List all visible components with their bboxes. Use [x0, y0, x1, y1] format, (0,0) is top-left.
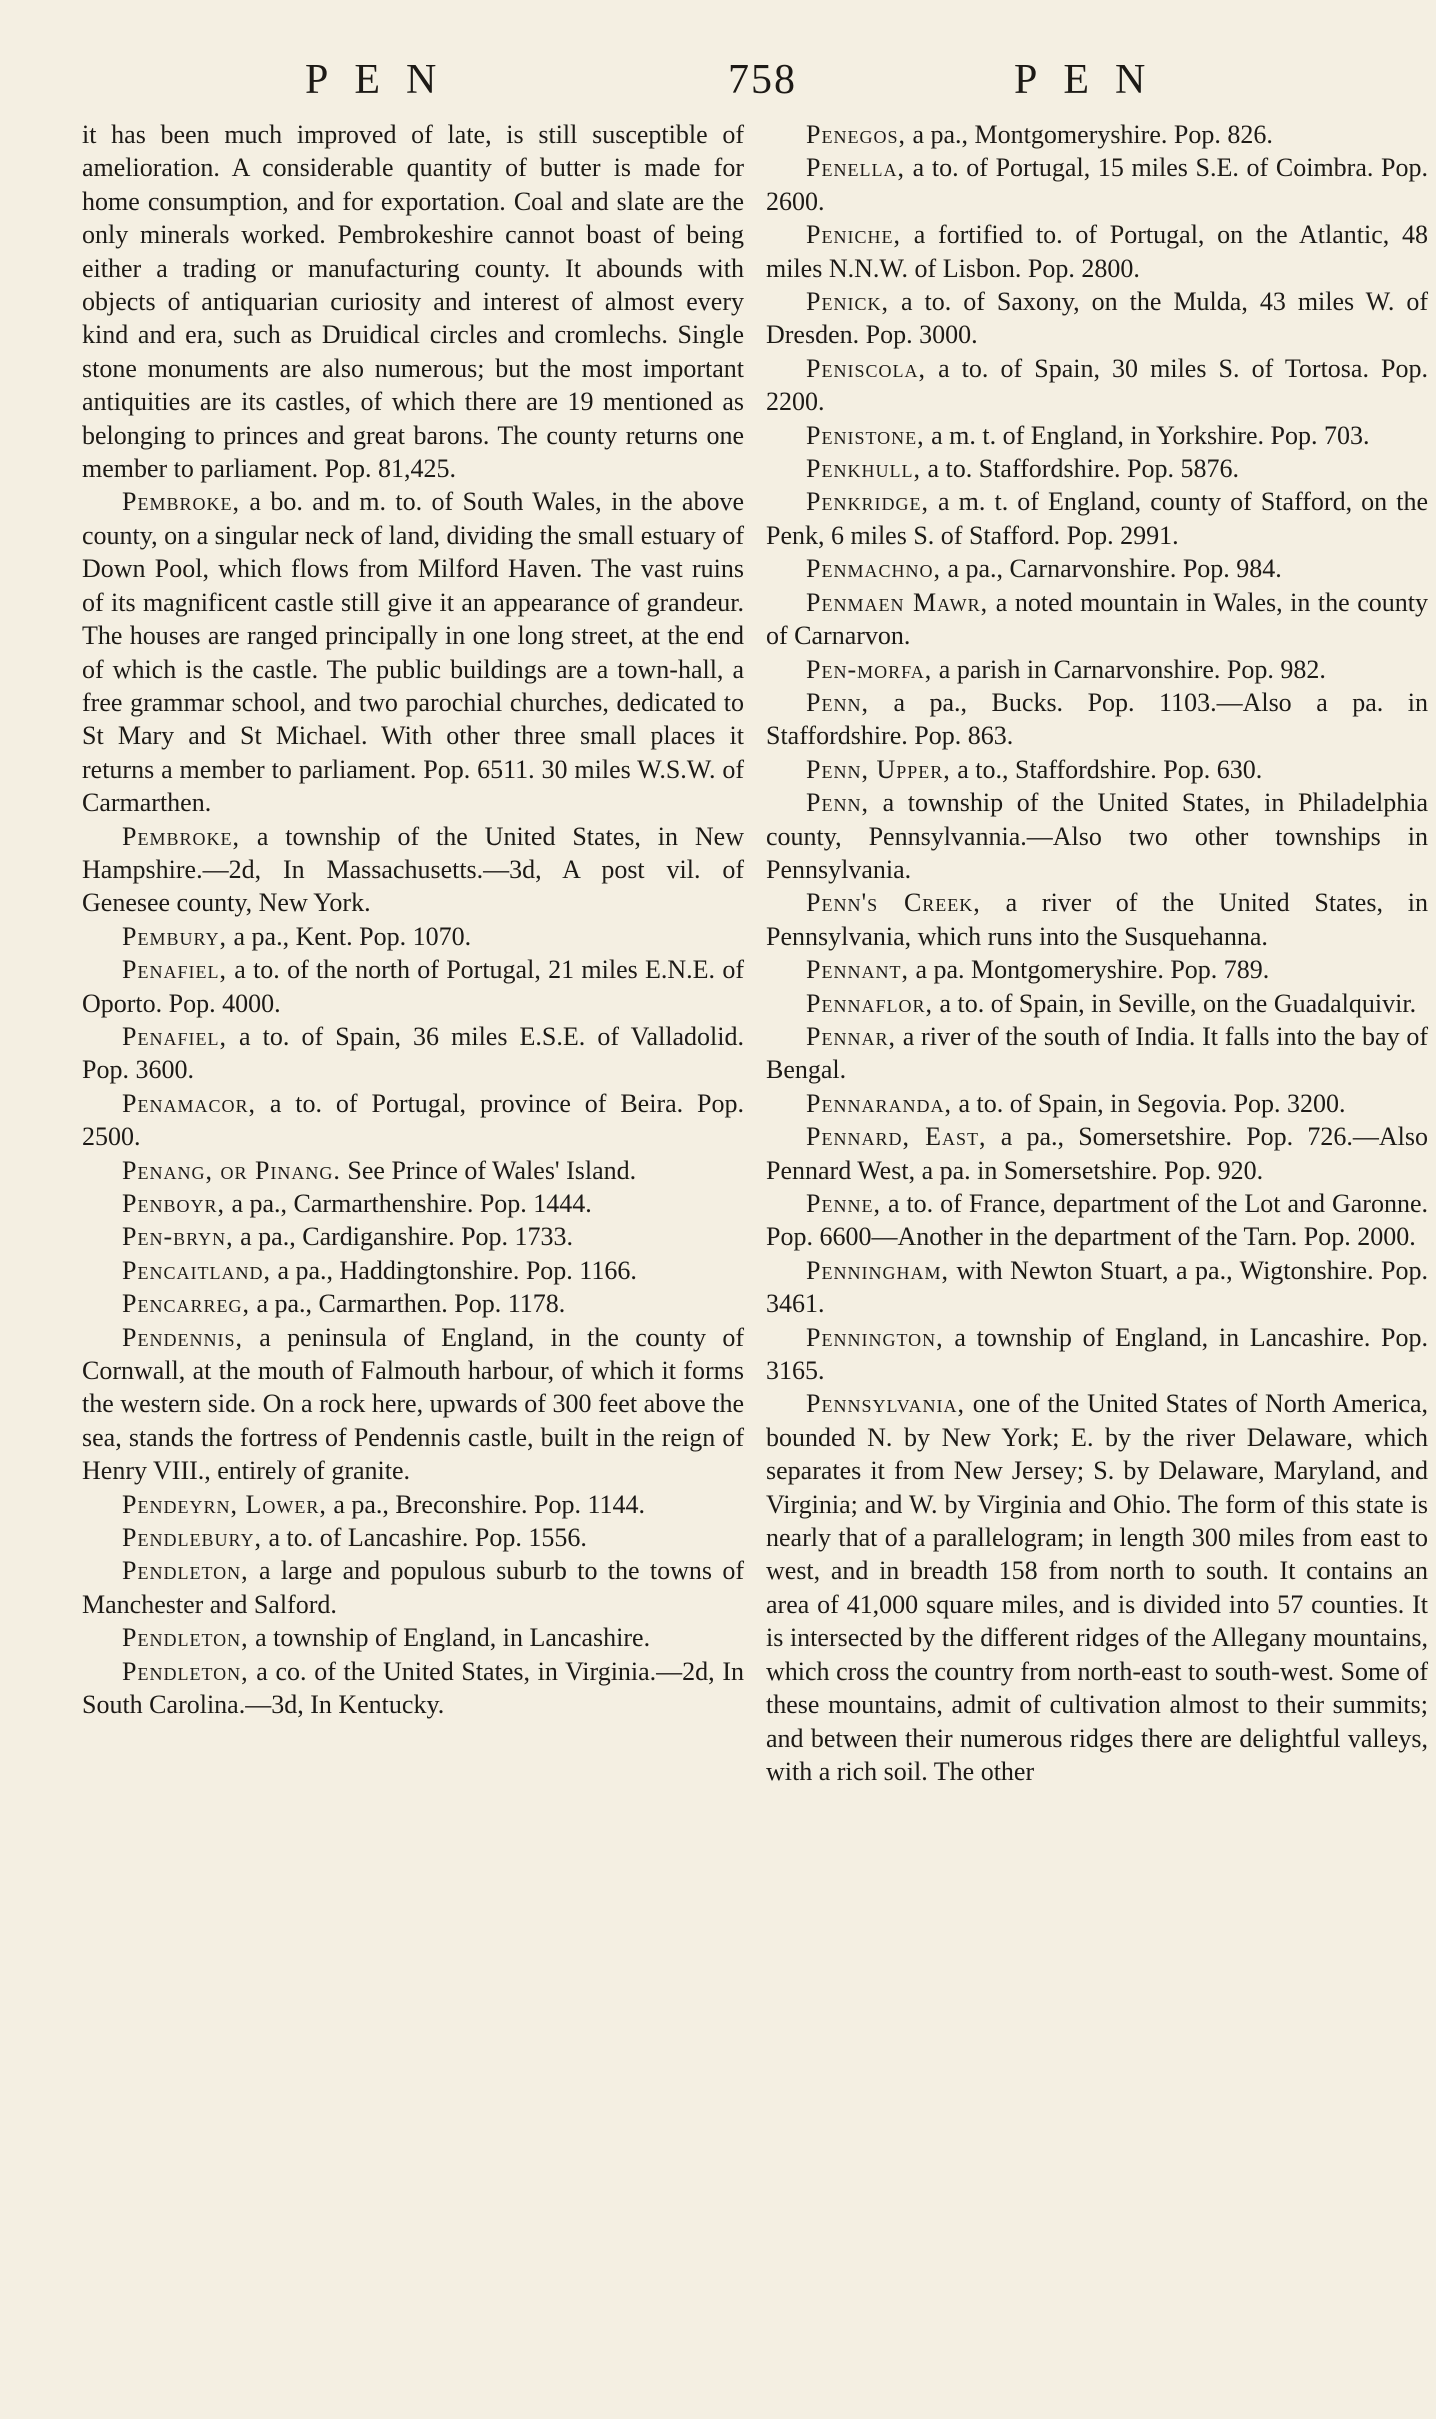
right-column: [766, 118, 1428, 1788]
gazetteer-entry: [82, 1521, 744, 1554]
entry-text: a peninsula of England, in the county of Cornwall, at the mouth of Falmouth harbour, of which it forms the western side. On a rock here, upwards of 300 feet above the sea, stands the fortress of Pendennis castle, built in the reign of Henry VIII., entirely of granite.: [82, 1322, 745, 1486]
gazetteer-entry: [766, 886, 1428, 953]
entry-headword: Pen-morfa,: [806, 654, 933, 684]
entry-text: a noted mountain in Wales, in the county of Carnarvon.: [766, 587, 1429, 651]
entry-text: See Prince of Wales' Island.: [347, 1155, 637, 1185]
entry-headword: Penboyr,: [122, 1189, 225, 1218]
entry-text: a to. of Saxony, on the Mulda, 43 miles W. of Dresden. Pop. 3000.: [766, 287, 1428, 350]
entry-headword: Pendleton,: [122, 1656, 249, 1686]
entry-text: a township of England, in Lancashire.: [255, 1623, 651, 1653]
entry-headword: Penn,: [806, 687, 869, 717]
gazetteer-entry: [766, 1087, 1428, 1120]
entry-text: a to. of the north of Portugal, 21 miles E.N.E. of Oporto. Pop. 4000.: [82, 955, 745, 1018]
entry-headword: Penkhull,: [806, 454, 921, 484]
gazetteer-entry: [82, 820, 744, 920]
entry-headword: Penn's Creek,: [806, 888, 981, 918]
gazetteer-entry: [766, 485, 1428, 552]
entry-text: with Newton Stuart, a pa., Wigtonshire. Pop. 3461.: [766, 1255, 1429, 1319]
entry-headword: Peniscola,: [806, 353, 926, 383]
entry-text: a to. of Spain, in Segovia. Pop. 3200.: [958, 1088, 1346, 1118]
entry-text: a to. of Spain, in Seville, on the Guadalquivir.: [939, 988, 1417, 1018]
entry-headword: Pendleton,: [122, 1556, 249, 1586]
entry-text: a pa., Kent. Pop. 1070.: [233, 921, 472, 951]
entry-text: a pa., Somersetshire. Pop. 726.—Also Pennard West, a pa. in Somersetshire. Pop. 920.: [766, 1122, 1429, 1185]
entry-text: it has been much improved of late, is still susceptible of amelioration. A considerable quantity of butter is made for home consumption, and for exportation. Coal and slate are the only minerals worked. Pembrokeshire cannot boast of being either a trading or manufacturing county. It abounds with objects of antiquarian curiosity and interest of almost every kind and era, such as Druidical circles and cromlechs. Single stone monuments are also numerous; but the most important antiquities are its castles, of which there are 19 mentioned as belonging to princes and great barons. The county returns one member to parliament. Pop. 81,425.: [82, 120, 744, 484]
gazetteer-entry: [766, 452, 1428, 485]
gazetteer-entry: [766, 1321, 1428, 1388]
entry-text: a co. of the United States, in Virginia.—2d, In South Carolina.—3d, In Kentucky.: [82, 1656, 744, 1720]
gazetteer-entry: [82, 1488, 744, 1521]
entry-text: a m. t. of England, in Yorkshire. Pop. 703.: [931, 420, 1370, 450]
entry-text: a pa., Breconshire. Pop. 1144.: [333, 1489, 646, 1519]
gazetteer-entry: [766, 118, 1428, 151]
entry-headword: Penafiel,: [122, 955, 227, 985]
entry-text: a township of the United States, in Philadelphia county, Pennsylvannia.—Also two other townships in Pennsylvania.: [766, 788, 1429, 884]
gazetteer-entry: [766, 1187, 1428, 1254]
gazetteer-entry: [766, 285, 1428, 352]
entry-headword: Penmachno,: [806, 554, 941, 584]
entry-text: a pa., Cardiganshire. Pop. 1733.: [240, 1222, 574, 1252]
entry-headword: Penegos,: [806, 120, 906, 149]
entry-text: a pa., Haddingtonshire. Pop. 1166.: [277, 1255, 637, 1285]
entry-headword: Pembury,: [122, 921, 227, 951]
gazetteer-entry: [82, 1087, 744, 1154]
entry-headword: Penang, or Pinang.: [122, 1155, 341, 1185]
page-number: 758: [728, 57, 797, 103]
gazetteer-entry: [82, 1020, 744, 1087]
gazetteer-entry: [766, 953, 1428, 986]
entry-text: a pa., Carnarvonshire. Pop. 984.: [947, 554, 1282, 584]
gazetteer-entry: [766, 1387, 1428, 1788]
entry-headword: Pennard, East,: [806, 1122, 987, 1152]
header-right-guide-word: PEN: [1014, 57, 1172, 103]
entry-text: a pa., Montgomeryshire. Pop. 826.: [912, 120, 1273, 149]
entry-headword: Pennington,: [806, 1322, 944, 1352]
gazetteer-entry: [82, 953, 744, 1020]
gazetteer-entry: [766, 786, 1428, 886]
entry-headword: Penistone,: [806, 420, 925, 450]
entry-headword: Pennant,: [806, 955, 909, 985]
entry-headword: Penmaen Mawr,: [806, 587, 989, 617]
entry-headword: Pennar,: [806, 1021, 896, 1051]
running-header: [0, 50, 1436, 110]
gazetteer-entry: [82, 485, 744, 819]
entry-text: a to. of Portugal, 15 miles S.E. of Coimbra. Pop. 2600.: [766, 153, 1429, 216]
gazetteer-entry: [766, 1254, 1428, 1321]
gazetteer-entry: [82, 1321, 744, 1488]
gazetteer-entry: [766, 586, 1428, 653]
entry-headword: Peniche,: [806, 220, 901, 250]
entry-headword: Penamacor,: [122, 1088, 256, 1118]
entry-text: a m. t. of England, county of Stafford, on the Penk, 6 miles S. of Stafford. Pop. 2991.: [766, 487, 1428, 550]
entry-headword: Pennaranda,: [806, 1088, 952, 1118]
entry-text: a large and populous suburb to the towns of Manchester and Salford.: [82, 1556, 744, 1619]
entry-text: a township of England, in Lancashire. Pop. 3165.: [766, 1322, 1429, 1386]
entry-headword: Pendennis,: [122, 1322, 243, 1352]
entry-text: a pa., Bucks. Pop. 1103.—Also a pa. in Staffordshire. Pop. 863.: [766, 687, 1429, 751]
gazetteer-entry: [766, 1120, 1428, 1187]
entry-text: a river of the United States, in Pennsylvania, which runs into the Susquehanna.: [766, 888, 1428, 951]
entry-headword: Penick,: [806, 287, 889, 317]
entry-headword: Pennaflor,: [806, 988, 933, 1018]
gazetteer-entry: [766, 987, 1428, 1020]
left-column: [82, 118, 744, 1722]
entry-headword: Pencaitland,: [122, 1255, 271, 1285]
gazetteer-entry: [766, 419, 1428, 452]
entry-text: a to. of Lancashire. Pop. 1556.: [268, 1523, 587, 1553]
entry-text: a to. of Portugal, province of Beira. Pop. 2500.: [82, 1088, 744, 1152]
gazetteer-entry: [766, 151, 1428, 218]
entry-text: one of the United States of North America, bounded N. by New York; E. by the river Delaware, which separates it from New Jersey; S. by Delaware, Maryland, and Virginia; and W. by Virginia and Ohio. The form of this state is nearly that of a parallelogram; in length 300 miles from east to west, and in breadth 158 from north to south. It contains an area of 41,000 square miles, and is divided into 57 counties. It is intersected by the different ridges of the Allegany mountains, which cross the country from north-east to south-west. Some of these mountains, admit of cultivation almost to their summits; and between their numerous ridges there are delightful valleys, with a rich soil. The other: [766, 1389, 1429, 1786]
entry-headword: Penkridge,: [806, 487, 929, 517]
entry-text: a bo. and m. to. of South Wales, in the above county, on a singular neck of land, dividing the small estuary of Down Pool, which flows from Milford Haven. The vast ruins of its magnificent castle still give it an appearance of grandeur. The houses are ranged principally in one long street, at the end of which is the castle. The public buildings are a town-hall, a free grammar school, and two parochial churches, dedicated to St Mary and St Michael. With other three small places it returns a member to parliament. Pop. 6511. 30 miles W.S.W. of Carmarthen.: [82, 487, 745, 818]
gazetteer-entry: [82, 1220, 744, 1253]
gazetteer-entry: [766, 686, 1428, 753]
entry-headword: Penn, Upper,: [806, 754, 951, 784]
entry-text: a pa., Carmarthen. Pop. 1178.: [256, 1289, 566, 1319]
entry-text: a to., Staffordshire. Pop. 630.: [957, 754, 1263, 784]
entry-headword: Pencarreg,: [122, 1289, 250, 1319]
gazetteer-entry: [766, 352, 1428, 419]
entry-headword: Penella,: [806, 153, 905, 183]
gazetteer-entry: [82, 1655, 744, 1722]
entry-text: a fortified to. of Portugal, on the Atlantic, 48 miles N.N.W. of Lisbon. Pop. 2800.: [766, 220, 1428, 283]
entry-headword: Pen-bryn,: [122, 1222, 234, 1252]
entry-headword: Pembroke,: [122, 821, 240, 851]
gazetteer-entry: [82, 1254, 744, 1287]
entry-text: a to. Staffordshire. Pop. 5876.: [927, 454, 1239, 484]
gazetteer-entry: [82, 118, 744, 485]
gazetteer-entry: [766, 753, 1428, 786]
entry-headword: Penningham,: [806, 1255, 949, 1285]
gazetteer-entry: [766, 552, 1428, 585]
entry-text: a parish in Carnarvonshire. Pop. 982.: [938, 654, 1326, 684]
header-left-guide-word: PEN: [305, 57, 463, 103]
entry-headword: Pendeyrn, Lower,: [122, 1489, 327, 1519]
entry-text: a township of the United States, in New Hampshire.—2d, In Massachusetts.—3d, A post vil. of Genesee county, New York.: [82, 821, 745, 918]
entry-headword: Penafiel,: [122, 1021, 227, 1051]
gazetteer-entry: [82, 1154, 744, 1187]
entry-headword: Pembroke,: [122, 487, 240, 517]
entry-headword: Penn,: [806, 788, 869, 818]
entry-headword: Pendlebury,: [122, 1523, 262, 1553]
entry-text: a pa. Montgomeryshire. Pop. 789.: [915, 955, 1270, 985]
gazetteer-entry: [82, 920, 744, 953]
entry-headword: Penne,: [806, 1189, 881, 1218]
gazetteer-entry: [82, 1621, 744, 1654]
gazetteer-entry: [766, 1020, 1428, 1087]
entry-text: a to. of France, department of the Lot and Garonne. Pop. 6600—Another in the department of the Tarn. Pop. 2000.: [766, 1189, 1428, 1252]
entry-text: a river of the south of India. It falls into the bay of Bengal.: [766, 1021, 1428, 1085]
entry-headword: Pendleton,: [122, 1623, 249, 1653]
entry-text: a to. of Spain, 30 miles S. of Tortosa. Pop. 2200.: [766, 353, 1428, 417]
gazetteer-entry: [766, 653, 1428, 686]
gazetteer-entry: [82, 1554, 744, 1621]
gazetteer-entry: [766, 218, 1428, 285]
gazetteer-entry: [82, 1287, 744, 1320]
entry-text: a pa., Carmarthenshire. Pop. 1444.: [231, 1189, 592, 1218]
entry-headword: Pennsylvania,: [806, 1389, 965, 1419]
entry-text: a to. of Spain, 36 miles E.S.E. of Valladolid. Pop. 3600.: [82, 1021, 744, 1085]
gazetteer-entry: [82, 1187, 744, 1220]
